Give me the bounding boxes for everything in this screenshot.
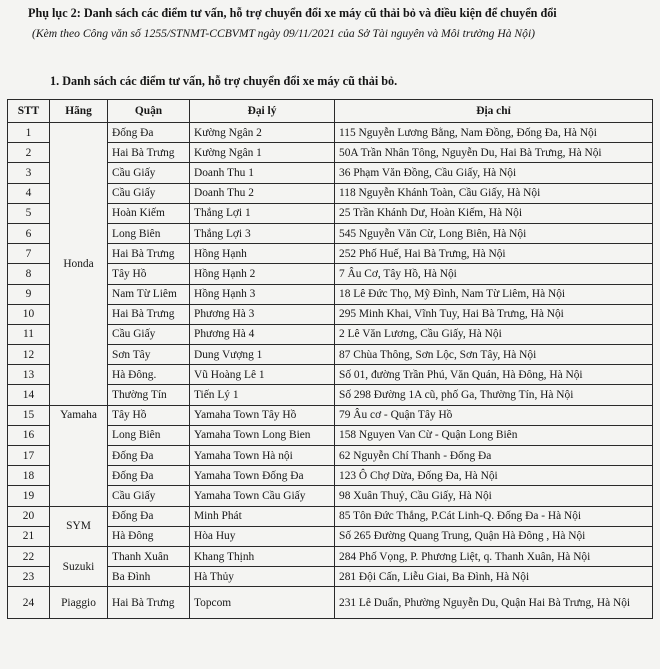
- cell-stt: 23: [8, 567, 50, 587]
- cell-address: 85 Tôn Đức Thắng, P.Cát Linh-Q. Đống Đa - Hà Nội: [335, 506, 653, 526]
- cell-stt: 14: [8, 385, 50, 405]
- cell-district: Nam Từ Liêm: [108, 284, 190, 304]
- cell-brand: Yamaha: [50, 405, 108, 506]
- cell-stt: 7: [8, 244, 50, 264]
- cell-address: 36 Phạm Văn Đồng, Cầu Giấy, Hà Nội: [335, 163, 653, 183]
- cell-district: Cầu Giấy: [108, 163, 190, 183]
- cell-district: Hai Bà Trưng: [108, 587, 190, 619]
- header-brand: Hãng: [50, 100, 108, 123]
- cell-dealer: Topcom: [190, 587, 335, 619]
- cell-stt: 19: [8, 486, 50, 506]
- cell-stt: 6: [8, 223, 50, 243]
- cell-stt: 24: [8, 587, 50, 619]
- cell-stt: 17: [8, 446, 50, 466]
- cell-brand: Suzuki: [50, 546, 108, 586]
- header-stt: STT: [8, 100, 50, 123]
- cell-dealer: Khang Thịnh: [190, 546, 335, 566]
- header-district: Quận: [108, 100, 190, 123]
- table-row: [8, 587, 653, 619]
- cell-address: 2 Lê Văn Lương, Cầu Giấy, Hà Nội: [335, 324, 653, 344]
- cell-address: 25 Trần Khánh Dư, Hoàn Kiếm, Hà Nội: [335, 203, 653, 223]
- header-dealer: Đại lý: [190, 100, 335, 123]
- cell-dealer: Hòa Huy: [190, 526, 335, 546]
- cell-dealer: Yamaha Town Hà nội: [190, 446, 335, 466]
- cell-district: Long Biên: [108, 223, 190, 243]
- cell-address: 295 Minh Khai, Vĩnh Tuy, Hai Bà Trưng, Hà Nội: [335, 304, 653, 324]
- table-row: [8, 123, 653, 143]
- cell-district: Hai Bà Trưng: [108, 244, 190, 264]
- cell-stt: 15: [8, 405, 50, 425]
- cell-district: Đống Đa: [108, 446, 190, 466]
- cell-dealer: Dung Vượng 1: [190, 345, 335, 365]
- cell-dealer: Yamaha Town Long Bien: [190, 425, 335, 445]
- cell-stt: 9: [8, 284, 50, 304]
- cell-dealer: Hồng Hạnh: [190, 244, 335, 264]
- cell-dealer: Phương Hà 4: [190, 324, 335, 344]
- cell-dealer: Thắng Lợi 3: [190, 223, 335, 243]
- cell-stt: 13: [8, 365, 50, 385]
- cell-brand: Honda: [50, 123, 108, 406]
- cell-stt: 4: [8, 183, 50, 203]
- cell-address: 7 Âu Cơ, Tây Hồ, Hà Nội: [335, 264, 653, 284]
- cell-address: 18 Lê Đức Thọ, Mỹ Đình, Nam Từ Liêm, Hà Nội: [335, 284, 653, 304]
- cell-district: Thanh Xuân: [108, 546, 190, 566]
- cell-stt: 12: [8, 345, 50, 365]
- cell-dealer: Yamaha Town Tây Hồ: [190, 405, 335, 425]
- cell-address: 98 Xuân Thuỷ, Cầu Giấy, Hà Nội: [335, 486, 653, 506]
- cell-dealer: Kường Ngân 1: [190, 143, 335, 163]
- cell-district: Tây Hồ: [108, 405, 190, 425]
- cell-address: 252 Phố Huế, Hai Bà Trưng, Hà Nội: [335, 244, 653, 264]
- table-header-row: [8, 100, 653, 123]
- cell-address: 281 Đội Cấn, Liễu Giai, Ba Đình, Hà Nội: [335, 567, 653, 587]
- appendix-subheading: (Kèm theo Công văn số 1255/STNMT-CCBVMT ngày 09/11/2021 của Sở Tài nguyên và Môi trường Hà Nội): [32, 27, 536, 40]
- cell-brand: SYM: [50, 506, 108, 546]
- cell-stt: 8: [8, 264, 50, 284]
- cell-address: 62 Nguyễn Chí Thanh - Đống Đa: [335, 446, 653, 466]
- cell-address: Số 298 Đường 1A cũ, phố Ga, Thường Tín, Hà Nội: [335, 385, 653, 405]
- cell-dealer: Phương Hà 3: [190, 304, 335, 324]
- cell-dealer: Yamaha Town Đống Đa: [190, 466, 335, 486]
- cell-dealer: Hà Thủy: [190, 567, 335, 587]
- cell-stt: 5: [8, 203, 50, 223]
- cell-address: Số 265 Đường Quang Trung, Quận Hà Đông , Hà Nội: [335, 526, 653, 546]
- cell-district: Tây Hồ: [108, 264, 190, 284]
- cell-brand: Piaggio: [50, 587, 108, 619]
- cell-district: Ba Đình: [108, 567, 190, 587]
- cell-dealer: Doanh Thu 2: [190, 183, 335, 203]
- cell-dealer: Hồng Hạnh 3: [190, 284, 335, 304]
- cell-address: 79 Âu cơ - Quận Tây Hồ: [335, 405, 653, 425]
- table-row: [8, 506, 653, 526]
- cell-dealer: Thắng Lợi 1: [190, 203, 335, 223]
- cell-district: Cầu Giấy: [108, 183, 190, 203]
- cell-district: Hai Bà Trưng: [108, 304, 190, 324]
- cell-stt: 1: [8, 123, 50, 143]
- cell-district: Đống Đa: [108, 123, 190, 143]
- cell-address: Số 01, đường Trần Phú, Văn Quán, Hà Đông, Hà Nội: [335, 365, 653, 385]
- cell-district: Hà Đông: [108, 526, 190, 546]
- cell-address: 50A Trần Nhân Tông, Nguyễn Du, Hai Bà Trưng, Hà Nội: [335, 143, 653, 163]
- cell-address: 87 Chùa Thông, Sơn Lộc, Sơn Tây, Hà Nội: [335, 345, 653, 365]
- cell-district: Sơn Tây: [108, 345, 190, 365]
- dealer-table: [7, 99, 653, 619]
- cell-dealer: Kường Ngân 2: [190, 123, 335, 143]
- cell-dealer: Doanh Thu 1: [190, 163, 335, 183]
- table-row: [8, 405, 653, 425]
- section-title: 1. Danh sách các điểm tư vấn, hỗ trợ chuyển đổi xe máy cũ thải bỏ.: [50, 74, 398, 88]
- cell-district: Cầu Giấy: [108, 324, 190, 344]
- cell-address: 123 Ô Chợ Dừa, Đống Đa, Hà Nội: [335, 466, 653, 486]
- cell-address: 158 Nguyen Van Cừ - Quận Long Biên: [335, 425, 653, 445]
- cell-address: 118 Nguyễn Khánh Toàn, Cầu Giấy, Hà Nội: [335, 183, 653, 203]
- cell-stt: 22: [8, 546, 50, 566]
- cell-district: Cầu Giấy: [108, 486, 190, 506]
- cell-stt: 18: [8, 466, 50, 486]
- cell-dealer: Minh Phát: [190, 506, 335, 526]
- cell-address: 231 Lê Duẩn, Phường Nguyễn Du, Quận Hai Bà Trưng, Hà Nội: [335, 587, 653, 619]
- cell-district: Hai Bà Trưng: [108, 143, 190, 163]
- cell-stt: 10: [8, 304, 50, 324]
- cell-address: 284 Phố Vọng, P. Phương Liệt, q. Thanh Xuân, Hà Nội: [335, 546, 653, 566]
- cell-dealer: Vũ Hoàng Lê 1: [190, 365, 335, 385]
- cell-stt: 3: [8, 163, 50, 183]
- cell-dealer: Tiến Lý 1: [190, 385, 335, 405]
- cell-stt: 20: [8, 506, 50, 526]
- cell-address: 115 Nguyễn Lương Bằng, Nam Đồng, Đống Đa, Hà Nội: [335, 123, 653, 143]
- cell-district: Hoàn Kiếm: [108, 203, 190, 223]
- table-row: [8, 546, 653, 566]
- cell-stt: 11: [8, 324, 50, 344]
- cell-stt: 21: [8, 526, 50, 546]
- cell-district: Đống Đa: [108, 506, 190, 526]
- cell-district: Hà Đông.: [108, 365, 190, 385]
- cell-stt: 2: [8, 143, 50, 163]
- cell-district: Thường Tín: [108, 385, 190, 405]
- cell-district: Long Biên: [108, 425, 190, 445]
- appendix-heading: Phụ lục 2: Danh sách các điểm tư vấn, hỗ trợ chuyển đổi xe máy cũ thải bỏ và điều kiện để chuyển đổi: [28, 6, 557, 20]
- header-address: Địa chỉ: [335, 100, 653, 123]
- cell-address: 545 Nguyễn Văn Cừ, Long Biên, Hà Nội: [335, 223, 653, 243]
- cell-dealer: Yamaha Town Cầu Giấy: [190, 486, 335, 506]
- cell-stt: 16: [8, 425, 50, 445]
- cell-dealer: Hồng Hạnh 2: [190, 264, 335, 284]
- cell-district: Đống Đa: [108, 466, 190, 486]
